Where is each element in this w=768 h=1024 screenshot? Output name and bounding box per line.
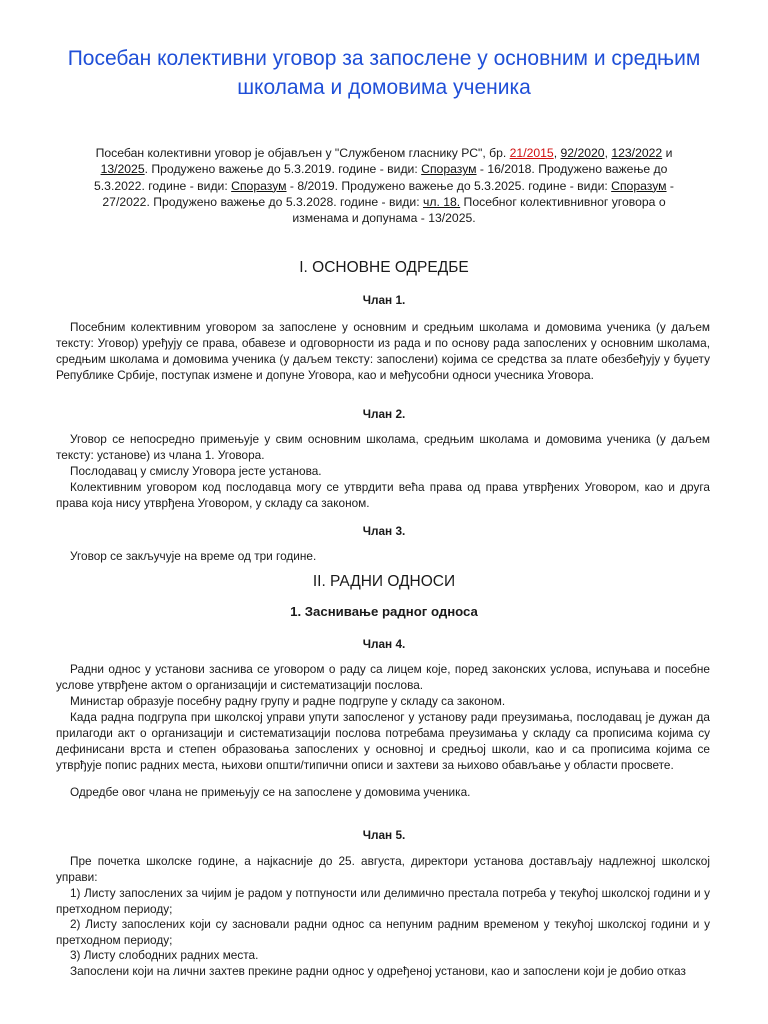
agreement-link-2019[interactable]: Споразум bbox=[231, 178, 287, 193]
pub-text-6: - 16/2018. Продужено важење до 5.3.2022. године - види: bbox=[94, 162, 668, 193]
pub-text-4: и bbox=[662, 146, 673, 160]
pub-text-1: Посебан колективни уговор је објављен у "Службеном гласнику РС", бр. bbox=[95, 146, 510, 160]
article-5-list-item-1: 1) Листу запослених за чијим је радом у потпуности или делимично престала потреба у текућој школској години и у претходном периоду; bbox=[56, 886, 710, 916]
subsection-heading-establishing-employment: 1. Заснивање радног односа bbox=[290, 604, 478, 619]
pub-text-8: - 27/2022. Продужено важење до 5.3.2028. године - види: bbox=[102, 178, 674, 209]
article-3-heading: Члан 3. bbox=[362, 524, 406, 538]
article-1-heading: Члан 1. bbox=[362, 293, 406, 307]
publication-info bbox=[82, 145, 686, 226]
article-2-paragraph-3: Колективним уговором код послодавца могу се утврдити већа права од права утврђених Уговором, као и друга права која нису утврђена Уговором, у складу са законом. bbox=[56, 480, 710, 510]
agreement-link-2022[interactable]: Споразум bbox=[611, 178, 667, 193]
article-2-paragraph-2: Послодавац у смислу Уговора јесте установа. bbox=[70, 464, 322, 478]
pub-text-7: - 8/2019. Продужено важење до 5.3.2025. године - види: bbox=[286, 178, 612, 193]
article-4-paragraph-1: Радни однос у установи заснива се уговором о раду са лицем које, поред законских услова, испуњава и посебне услове утврђене актом о организацији и систематизацији послова. bbox=[56, 662, 710, 692]
article-3-paragraph-1: Уговор се закључује на време од три године. bbox=[70, 549, 317, 563]
article-4-heading: Члан 4. bbox=[362, 637, 406, 651]
document-title: Посебан колективни уговор за запослене у основним и средњим школама и домовима ученика bbox=[67, 47, 701, 99]
article-5-paragraph-1: Пре почетка школске године, а најкасније до 25. августа, директори установа достављају надлежној школској управи: bbox=[56, 854, 710, 884]
article-5-list-item-2: 2) Листу запослених који су засновали радни однос са непуним радним временом у текућој школској години и у претходном периоду; bbox=[56, 917, 710, 947]
article-4-paragraph-2: Министар образује посебну радну групу и радне подгрупе у складу са законом. bbox=[70, 694, 506, 708]
pub-text-2: , bbox=[553, 146, 561, 160]
article-4-paragraph-4: Одредбе овог члана не примењују се на запослене у домовима ученика. bbox=[70, 785, 471, 799]
article-4-paragraph-3: Када радна подгрупа при школској управи упути запосленог у установу ради преузимања, послодавац је дужан да прилагоди акт о организацији и систематизацији послова потребама преузимања у складу са прописима којима су дефинисани врста и степен образовања запослених у основној и средњој школи, као и са прописима којима се утврђује попис радних места, њихови општи/типични описи и захтеви за њихово обављање у области просвете. bbox=[56, 710, 710, 772]
section-heading-general-provisions: I. ОСНОВНЕ ОДРЕДБЕ bbox=[299, 259, 469, 276]
article-5-list-item-3: 3) Листу слободних радних места. bbox=[70, 948, 259, 962]
article-2-paragraph-1: Уговор се непосредно примењује у свим основним школама, средњим школама и домовима ученика (у даљем тексту: установе) из члана 1. Уговора. bbox=[56, 432, 710, 462]
agreement-link-2018[interactable]: Споразум bbox=[421, 162, 477, 177]
article-2-heading: Члан 2. bbox=[362, 407, 406, 421]
article-5-paragraph-5: Запослени који на лични захтев прекине радни однос у одређеној установи, као и запослени који је добио отказ bbox=[70, 964, 686, 978]
gazette-link-13-2025[interactable]: 13/2025 bbox=[100, 162, 145, 177]
article-5-heading: Члан 5. bbox=[362, 828, 406, 842]
pub-text-9: Посебног колективнивног уговора о изменама и допунама - 13/2025. bbox=[292, 194, 666, 226]
section-heading-employment-relations: II. РАДНИ ОДНОСИ bbox=[312, 573, 456, 590]
article-18-link[interactable]: чл. 18. bbox=[422, 194, 461, 209]
pub-text-5: . Продужено важење до 5.3.2019. године - види: bbox=[144, 162, 422, 177]
article-1-paragraph-1: Посебним колективним уговором за запослене у основним и средњим школама и домовима ученика (у даљем тексту: Уговор) уређују се права, обавезе и одговорности из рада и по основу рада запослених у основним школама, средњим школама и домовима ученика (у даљем тексту: запослени) којима се средства за плате обезбеђују у буџету Републике Србије, поступак измене и допуне Уговора, као и међусобни односи учесника Уговора. bbox=[56, 320, 710, 382]
gazette-link-21-2015[interactable]: 21/2015 bbox=[509, 146, 554, 160]
gazette-link-123-2022[interactable]: 123/2022 bbox=[611, 146, 663, 160]
gazette-link-92-2020[interactable]: 92/2020 bbox=[560, 146, 605, 160]
pub-text-3: , bbox=[604, 146, 612, 160]
